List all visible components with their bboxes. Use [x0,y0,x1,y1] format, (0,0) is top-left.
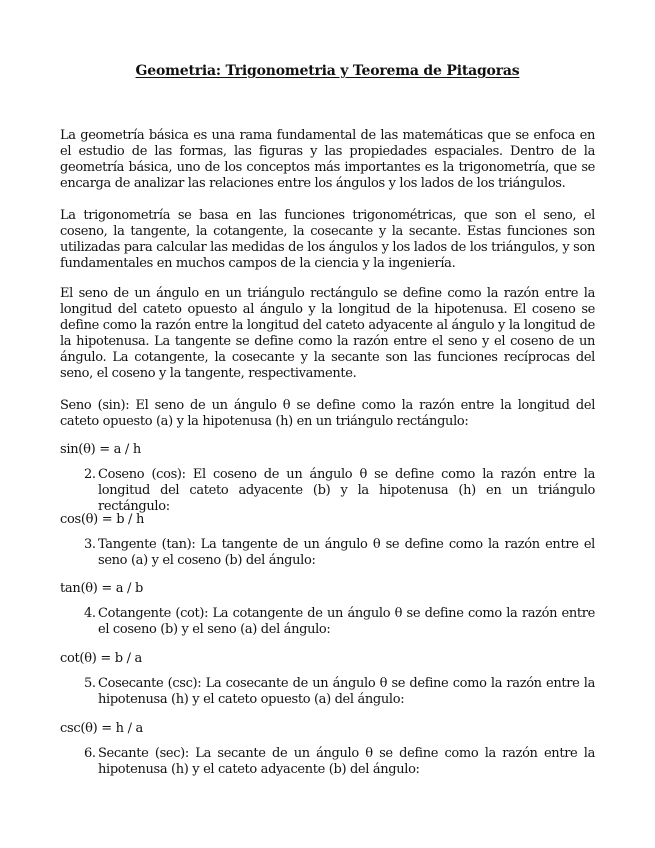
list-item-text: Secante (sec): La secante de un ángulo θ se define como la razón entre la hipotenusa (h) y el cateto adyacente (b) del ángulo: [98,746,595,777]
list-item-number: 4. [84,606,96,621]
list-item-text: Cosecante (csc): La cosecante de un ángulo θ se define como la razón entre la hipotenusa (h) y el cateto opuesto (a) del ángulo: [98,676,595,707]
paragraph-trig-functions: La trigonometría se basa en las funciones trigonométricas, que son el seno, el coseno, la tangente, la cotangente, la cosecante y la secante. Estas funciones son utilizadas para calcular las medidas de los ángulos y los lados de los triángulos, y son fundamentales en muchos campos de la ciencia y la ingeniería. [60,208,595,271]
formula-tangent: tan(θ) = a / b [60,581,143,596]
list-item-text: Tangente (tan): La tangente de un ángulo θ se define como la razón entre el seno (a) y el coseno (b) del ángulo: [98,537,595,568]
list-item-text: Cotangente (cot): La cotangente de un ángulo θ se define como la razón entre el coseno (b) y el seno (a) del ángulo: [98,606,595,637]
paragraph-intro: La geometría básica es una rama fundamental de las matemáticas que se enfoca en el estudio de las formas, las figuras y las propiedades espaciales. Dentro de la geometría básica, uno de los conceptos más importantes es la trigonometría, que se encarga de analizar las relaciones entre los ángulos y los lados de los triángulos. [60,128,595,191]
formula-sine: sin(θ) = a / h [60,442,141,457]
list-item-number: 3. [84,537,96,552]
document-title: Geometria: Trigonometria y Teorema de Pitagoras [135,63,520,79]
list-item-cosecant [84,676,595,708]
list-item-tangent [84,537,595,569]
list-item-text: Coseno (cos): El coseno de un ángulo θ se define como la razón entre la longitud del cateto adyacente (b) y la hipotenusa (h) en un triángulo rectángulo: [98,467,595,514]
list-item-number: 6. [84,746,96,761]
formula-cosine: cos(θ) = b / h [60,512,145,527]
list-item-cosine [84,467,595,515]
paragraph-definitions: El seno de un ángulo en un triángulo rectángulo se define como la razón entre la longitud del cateto opuesto al ángulo y la longitud de la hipotenusa. El coseno se define como la razón entre la longitud del cateto adyacente al ángulo y la longitud de la hipotenusa. La tangente se define como la razón entre el seno y el coseno de un ángulo. La cotangente, la cosecante y la secante son las funciones recíprocas del seno, el coseno y la tangente, respectivamente. [60,286,595,381]
list-item-number: 5. [84,676,96,691]
paragraph-sine: Seno (sin): El seno de un ángulo θ se define como la razón entre la longitud del cateto opuesto (a) y la hipotenusa (h) en un triángulo rectángulo: [60,398,595,429]
formula-cotangent: cot(θ) = b / a [60,651,142,666]
list-item-cotangent [84,606,595,638]
formula-cosecant: csc(θ) = h / a [60,721,143,736]
list-item-number: 2. [84,467,96,482]
list-item-secant [84,746,595,778]
